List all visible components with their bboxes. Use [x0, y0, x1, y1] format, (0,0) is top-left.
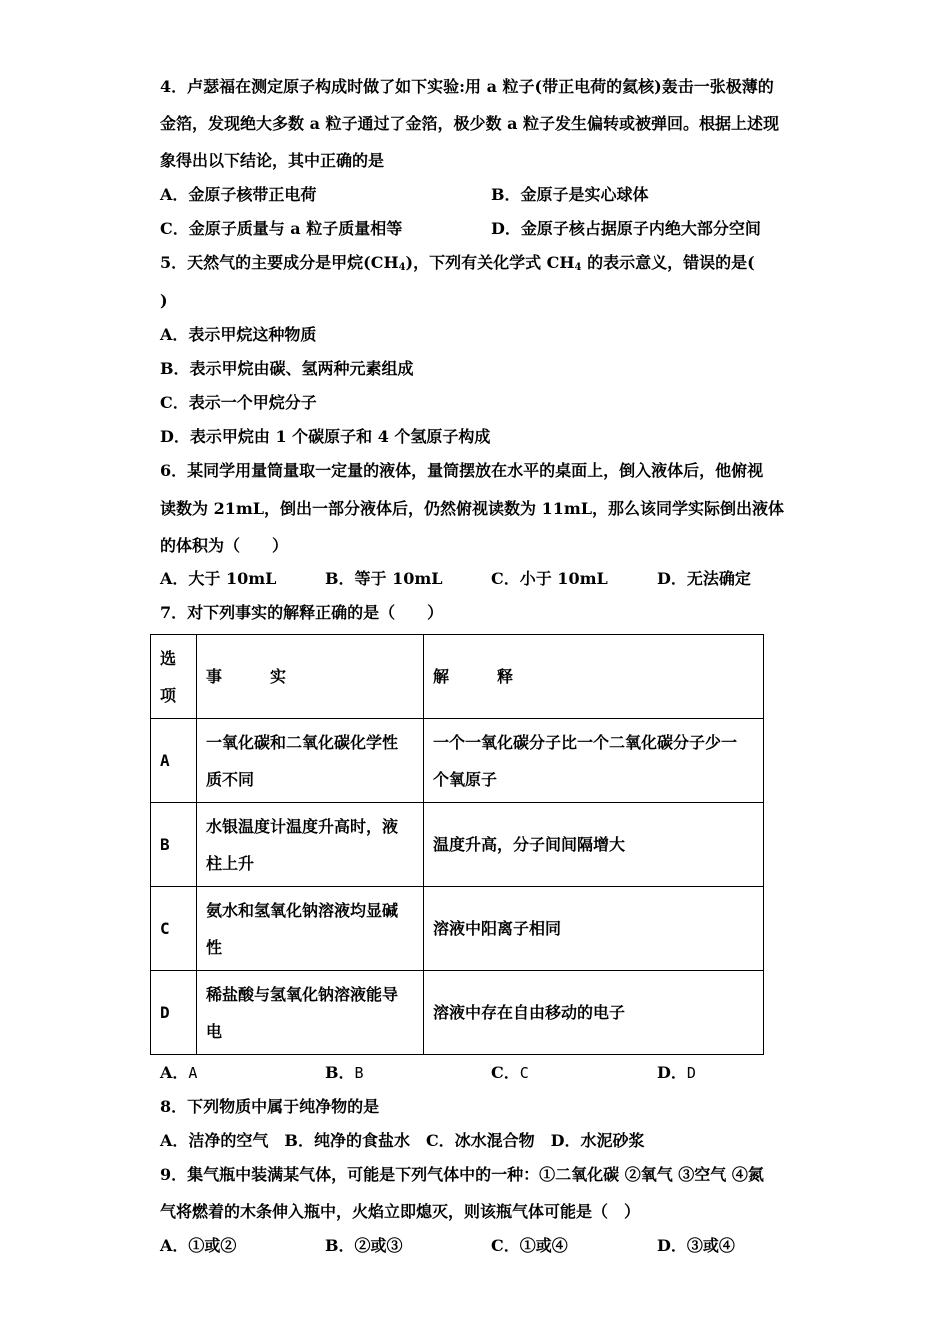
- row-fact-cell: [197, 971, 424, 1055]
- q4-stem-line-3: 象得出以下结论，其中正确的是: [160, 151, 385, 170]
- q7-option-b-label: B．: [325, 1063, 355, 1082]
- explanation-line-1: 一个一氧化碳分子比一个二氧化碳分子少一: [433, 732, 738, 752]
- fact-line-1: 水银温度计温度升高时，液: [206, 816, 399, 836]
- header-option-line-2: 项: [160, 685, 177, 705]
- q4-option-a: A．金原子核带正电荷: [160, 185, 317, 204]
- q7-option-c: [491, 1063, 529, 1083]
- fact-line-2: 电: [206, 1021, 223, 1041]
- q9-option-d: D．③或④: [657, 1236, 735, 1255]
- q7-option-a-value: A: [188, 1064, 198, 1082]
- q4-option-b: B．金原子是实心球体: [491, 185, 649, 204]
- q7-option-b-value: B: [354, 1064, 364, 1082]
- q7-option-a: [160, 1063, 197, 1083]
- fact-line-2: 质不同: [206, 769, 255, 789]
- table-row: [151, 719, 764, 803]
- header-option-cell: [151, 635, 197, 719]
- fact-line-1: 一氧化碳和二氧化碳化学性: [206, 732, 399, 752]
- q4-stem-line-1: 4．卢瑟福在测定原子构成时做了如下实验:用 a 粒子(带正电荷的氦核)轰击一张极薄的: [160, 77, 774, 96]
- q6-option-d: D．无法确定: [657, 569, 751, 588]
- q7-option-b: [325, 1063, 364, 1083]
- q8-stem: 8．下列物质中属于纯净物的是: [160, 1097, 380, 1116]
- q9-option-b: B．②或③: [325, 1236, 403, 1255]
- q7-option-d: [657, 1063, 696, 1083]
- row-option-cell: A: [151, 719, 197, 803]
- q6-option-c: C．小于 10mL: [491, 569, 608, 588]
- row-fact-cell: [197, 803, 424, 887]
- fact-line-1: 氨水和氢氧化钠溶液均显碱: [206, 900, 399, 920]
- q6-option-a: A．大于 10mL: [160, 569, 277, 588]
- q9-option-c: C．①或④: [491, 1236, 568, 1255]
- row-explanation-cell: [424, 719, 764, 803]
- row-explanation-cell: 溶液中存在自由移动的电子: [424, 971, 764, 1055]
- q9-option-a: A．①或②: [160, 1236, 237, 1255]
- q5-option-d: D．表示甲烷由 1 个碳原子和 4 个氢原子构成: [160, 427, 491, 446]
- q9-stem-line-2: 气将燃着的木条伸入瓶中，火焰立即熄灭，则该瓶气体可能是（ ）: [160, 1202, 641, 1221]
- q7-option-d-value: D: [686, 1064, 696, 1082]
- q5-option-a: A．表示甲烷这种物质: [160, 325, 317, 344]
- q6-stem-line-1: 6．某同学用量筒量取一定量的液体，量筒摆放在水平的桌面上，倒入液体后，他俯视: [160, 461, 764, 480]
- q8-options: A．洁净的空气 B．纯净的食盐水 C．冰水混合物 D．水泥砂浆: [160, 1131, 645, 1150]
- table-row: [151, 971, 764, 1055]
- explanation-line-2: 个氧原子: [433, 769, 498, 789]
- fact-line-2: 性: [206, 937, 223, 957]
- q5-subscript-1: 4: [398, 262, 406, 273]
- q9-stem-line-1: 9．集气瓶中装满某气体，可能是下列气体中的一种：①二氧化碳 ②氧气 ③空气 ④氮: [160, 1165, 764, 1184]
- q7-stem: 7．对下列事实的解释正确的是（ ）: [160, 603, 444, 622]
- q5-option-c: C．表示一个甲烷分子: [160, 393, 317, 412]
- q4-option-d: D．金原子核占据原子内绝大部分空间: [491, 219, 761, 238]
- row-explanation-cell: 溶液中阳离子相同: [424, 887, 764, 971]
- header-explanation-cell: 解 释: [424, 635, 764, 719]
- header-fact-cell: 事 实: [197, 635, 424, 719]
- q5-stem-part-2: )，下列有关化学式 CH: [405, 253, 575, 272]
- header-option-line-1: 选: [160, 648, 177, 668]
- table-row: [151, 887, 764, 971]
- q6-stem-line-3: 的体积为（ ）: [160, 536, 289, 555]
- row-option-cell: D: [151, 971, 197, 1055]
- q6-stem-line-2: 读数为 21mL，倒出一部分液体后，仍然俯视读数为 11mL，那么该同学实际倒出液体: [160, 499, 785, 518]
- q4-option-c: C．金原子质量与 a 粒子质量相等: [160, 219, 403, 238]
- q5-stem-part-3: 的表示意义，错误的是(: [581, 253, 755, 272]
- q5-stem-line-1: [160, 253, 755, 273]
- row-option-cell: B: [151, 803, 197, 887]
- q7-table: [150, 634, 764, 1055]
- row-explanation-cell: 温度升高，分子间间隔增大: [424, 803, 764, 887]
- q5-subscript-2: 4: [574, 262, 582, 273]
- q7-option-d-label: D．: [657, 1063, 687, 1082]
- q5-option-b: B．表示甲烷由碳、氢两种元素组成: [160, 359, 414, 378]
- q4-stem-line-2: 金箔，发现绝大多数 a 粒子通过了金箔，极少数 a 粒子发生偏转或被弹回。根据上述现: [160, 114, 780, 133]
- q7-option-a-label: A．: [160, 1063, 189, 1082]
- fact-line-2: 柱上升: [206, 853, 255, 873]
- table-header-row: [151, 635, 764, 719]
- q7-option-c-value: C: [519, 1064, 529, 1082]
- table-row: [151, 803, 764, 887]
- q6-option-b: B．等于 10mL: [325, 569, 443, 588]
- row-fact-cell: [197, 887, 424, 971]
- row-option-cell: C: [151, 887, 197, 971]
- q7-option-c-label: C．: [491, 1063, 520, 1082]
- q5-stem-line-2: ): [160, 291, 168, 310]
- fact-line-1: 稀盐酸与氢氧化钠溶液能导: [206, 984, 399, 1004]
- row-fact-cell: [197, 719, 424, 803]
- q5-stem-part-1: 5．天然气的主要成分是甲烷(CH: [160, 253, 399, 272]
